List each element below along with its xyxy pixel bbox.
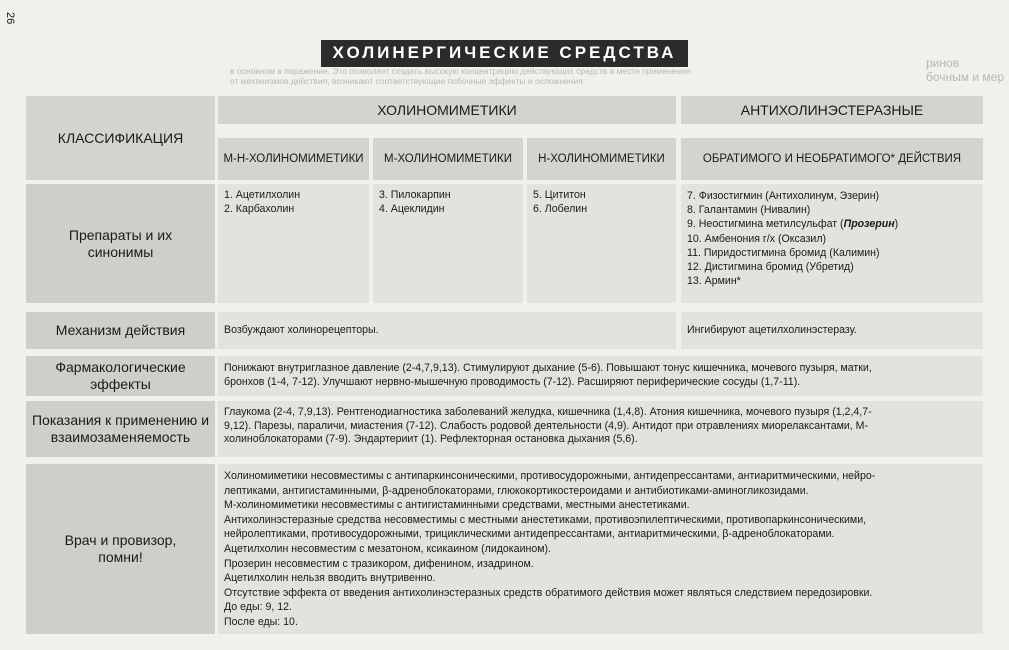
text-line: Антихолинэстеразные средства несовместимы с местными анестетиками, противоэпилептическими, противопаркинсоническими, [224,513,867,526]
text-line: 9,12). Парезы, параличи, миастения (7-12). Слабость родовой деятельности (4,9). Антидот при отравлениях миорелаксантами, М- [224,419,869,432]
text-line: Ацетилхолин нельзя вводить внутривенно. [224,572,436,585]
header-mn-cholinomimetics: М-Н-ХОЛИНОМИМЕТИКИ [218,138,369,180]
bleed-line: ринов [926,56,960,70]
list-item: 13. Армин* [687,275,741,288]
indications-cell [218,401,983,457]
m-drugs-cell [373,184,523,303]
list-item: 1. Ацетилхолин [224,189,301,201]
list-item: 3. Пилокарпин [379,189,451,201]
notes-cell [218,464,983,634]
text-line: Прозерин несовместим с тразикором, дифенином, изадрином. [224,557,534,570]
row-label-mechanism: Механизм действия [26,312,215,349]
list-item: 11. Пиридостигмина бромид (Калимин) [687,246,880,259]
brand-name: Прозерин [843,218,895,231]
text-line: холиноблокаторами (7-9). Эндартериит (1). Рефлекторная остановка дыхания (5,6). [224,433,638,446]
list-item: 4. Ацеклидин [379,202,445,215]
list-item: 6. Лобелин [533,202,588,215]
bleed-through-right [926,56,1004,84]
list-item: 8. Галантамин (Нивалин) [687,204,811,217]
page-number: 26 [4,12,16,25]
list-item: 7. Физостигмин (Антихолинум, Эзерин) [687,190,880,202]
row-label-effects: Фармакологические эффекты [26,356,215,396]
list-item: 5. Цититон [533,189,586,201]
mn-drugs-cell [218,184,369,303]
list-item [687,217,977,231]
text-line: бронхов (1-4, 7-12). Улучшают нервно-мышечную проводимость (7-12). Расширяют периферические сосуды (1,7-11). [224,375,801,388]
text-line: Отсутствие эффекта от введения антихолинэстеразных средств обратимого действия может являться следствием передозировки. [224,586,873,599]
bleed-through-text [230,66,930,86]
header-classification: КЛАССИФИКАЦИЯ [26,96,215,180]
text-line: Ацетилхолин несовместим с мезатоном, ксикаином (лидокаином). [224,542,551,555]
ache-drugs-cell [681,184,983,303]
bleed-line: бочным и мер [926,70,1005,84]
list-item-text: 9. Неостигмина метилсульфат ( [687,218,844,231]
header-anticholinesterase: АНТИХОЛИНЭСТЕРАЗНЫЕ [681,96,983,124]
page-title: ХОЛИНЕРГИЧЕСКИЕ СРЕДСТВА [321,40,689,67]
row-label-indications: Показания к применению и взаимозаменяемость [26,401,215,457]
list-item: 2. Карбахолин [224,202,295,215]
header-reversible-irreversible: ОБРАТИМОГО И НЕОБРАТИМОГО* ДЕЙСТВИЯ [681,138,983,180]
header-cholinomimetics: ХОЛИНОМИМЕТИКИ [218,96,676,124]
text-line: Глаукома (2-4, 7,9,13). Рентгенодиагностика заболеваний желудка, кишечника (1,4,8). Атония кишечника, мочевого пузыря (1,2,4,7- [224,406,872,418]
text-line: После еды: 10. [224,615,298,628]
text-line: До еды: 9, 12. [224,601,292,614]
text-line: нейролептиками, противосудорожными, трициклическими антидепрессантами, антиаритмическими, β-адреноблокаторами. [224,528,835,541]
text-line: Холиномиметики несовместимы с антипаркинсоническими, противосудорожными, антидепрессантами, антиаритмическими, нейро- [224,470,876,482]
list-item-text: ) [894,218,899,231]
header-n-cholinomimetics: Н-ХОЛИНОМИМЕТИКИ [527,138,676,180]
effects-cell [218,356,983,396]
mechanism-cholinomimetics: Возбуждают холинорецепторы. [218,312,676,349]
n-drugs-cell [527,184,676,303]
list-item: 12. Дистигмина бромид (Убретид) [687,261,854,274]
text-line: Понижают внутриглазное давление (2-4,7,9,13). Стимулируют дыхание (5-6). Повышают тонус кишечника, мочевого пузыря, матки, [224,362,872,374]
text-line: лептиками, антигистаминными, β-адреноблокаторами, глюкокортикостероидами и антибиотиками-аминогликозидами. [224,484,809,497]
bleed-line: от механизмов действия, возникают соответствующие побочные эффекты и осложнения [230,76,583,86]
bleed-line: в основном в поражение. Это позволяет создать высокую концентрацию действующих средств в месте применения [230,66,691,76]
header-m-cholinomimetics: М-ХОЛИНОМИМЕТИКИ [373,138,523,180]
list-item: 10. Амбенония г/х (Оксазил) [687,232,827,245]
title-bar [0,40,1009,67]
mechanism-anticholinesterase: Ингибируют ацетилхолинэстеразу. [681,312,983,349]
text-line: М-холиномиметики несовместимы с антигистаминными средствами, местными анестетиками. [224,499,690,512]
row-label-drugs: Препараты и их синонимы [26,184,215,303]
row-label-notes: Врач и провизор, помни! [26,464,215,634]
